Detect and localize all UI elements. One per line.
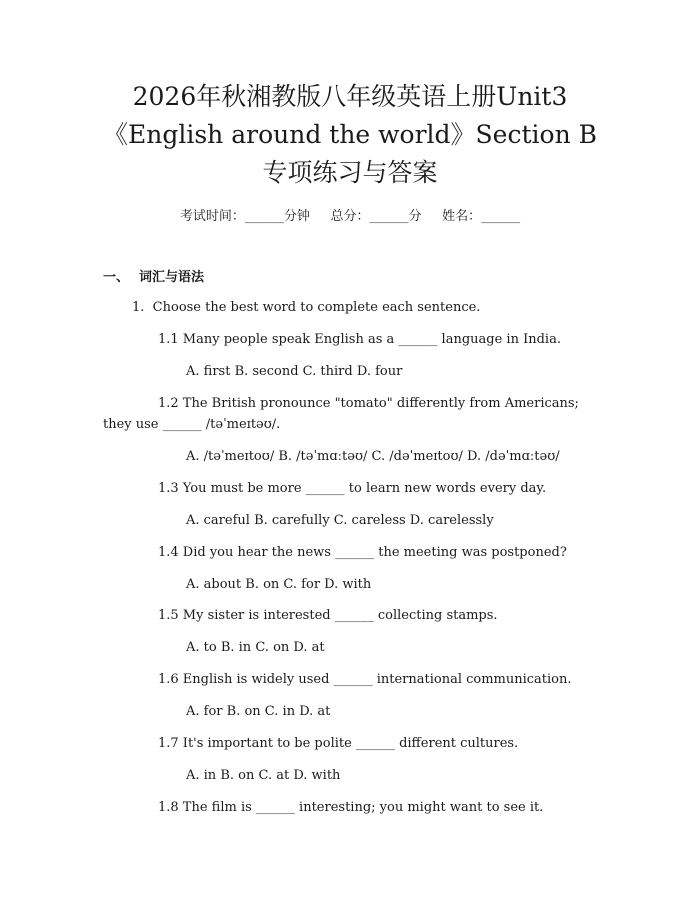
- question-item: 1.1 Many people speak English as a ______ language in India.: [158, 332, 561, 347]
- document-title: [0, 78, 700, 192]
- title-line-2: 《English around the world》Section B: [102, 120, 597, 149]
- question-item: 1.5 My sister is interested ______ collecting stamps.: [158, 608, 498, 623]
- exam-info-line: 考试时间：______分钟 总分：______分 姓名：______: [179, 209, 521, 224]
- question-item: 1.3 You must be more ______ to learn new words every day.: [158, 481, 547, 496]
- question-item-continuation: they use ______ /təˈmeɪtəʊ/.: [103, 417, 281, 432]
- title-line-3: 专项练习与答案: [262, 158, 438, 187]
- question-item: 1.4 Did you hear the news ______ the meeting was postponed?: [158, 545, 567, 560]
- question-item: 1.2 The British pronounce "tomato" differently from Americans;: [158, 396, 579, 411]
- question-options: A. first B. second C. third D. four: [186, 364, 403, 379]
- question-options: A. to B. in C. on D. at: [186, 640, 325, 655]
- section-number: 一、: [103, 270, 130, 285]
- section-heading: [103, 266, 204, 285]
- question-options: A. for B. on C. in D. at: [186, 704, 331, 719]
- question-options: A. careful B. carefully C. careless D. carelessly: [186, 513, 494, 528]
- question-item: 1.8 The film is ______ interesting; you might want to see it.: [158, 800, 544, 815]
- question-options: A. about B. on C. for D. with: [186, 577, 372, 592]
- question-options: A. in B. on C. at D. with: [186, 768, 341, 783]
- title-line-1: 2026年秋湘教版八年级英语上册Unit3: [132, 82, 568, 111]
- question-item: 1.6 English is widely used ______ international communication.: [158, 672, 572, 687]
- question-instruction: 1. Choose the best word to complete each sentence.: [132, 300, 481, 315]
- section-title: 词汇与语法: [139, 270, 205, 285]
- question-item: 1.7 It's important to be polite ______ different cultures.: [158, 736, 519, 751]
- question-options: A. /təˈmeɪtoʊ/ B. /təˈmɑːtəʊ/ C. /dəˈmeɪtoʊ/ D. /dəˈmɑːtəʊ/: [186, 449, 560, 464]
